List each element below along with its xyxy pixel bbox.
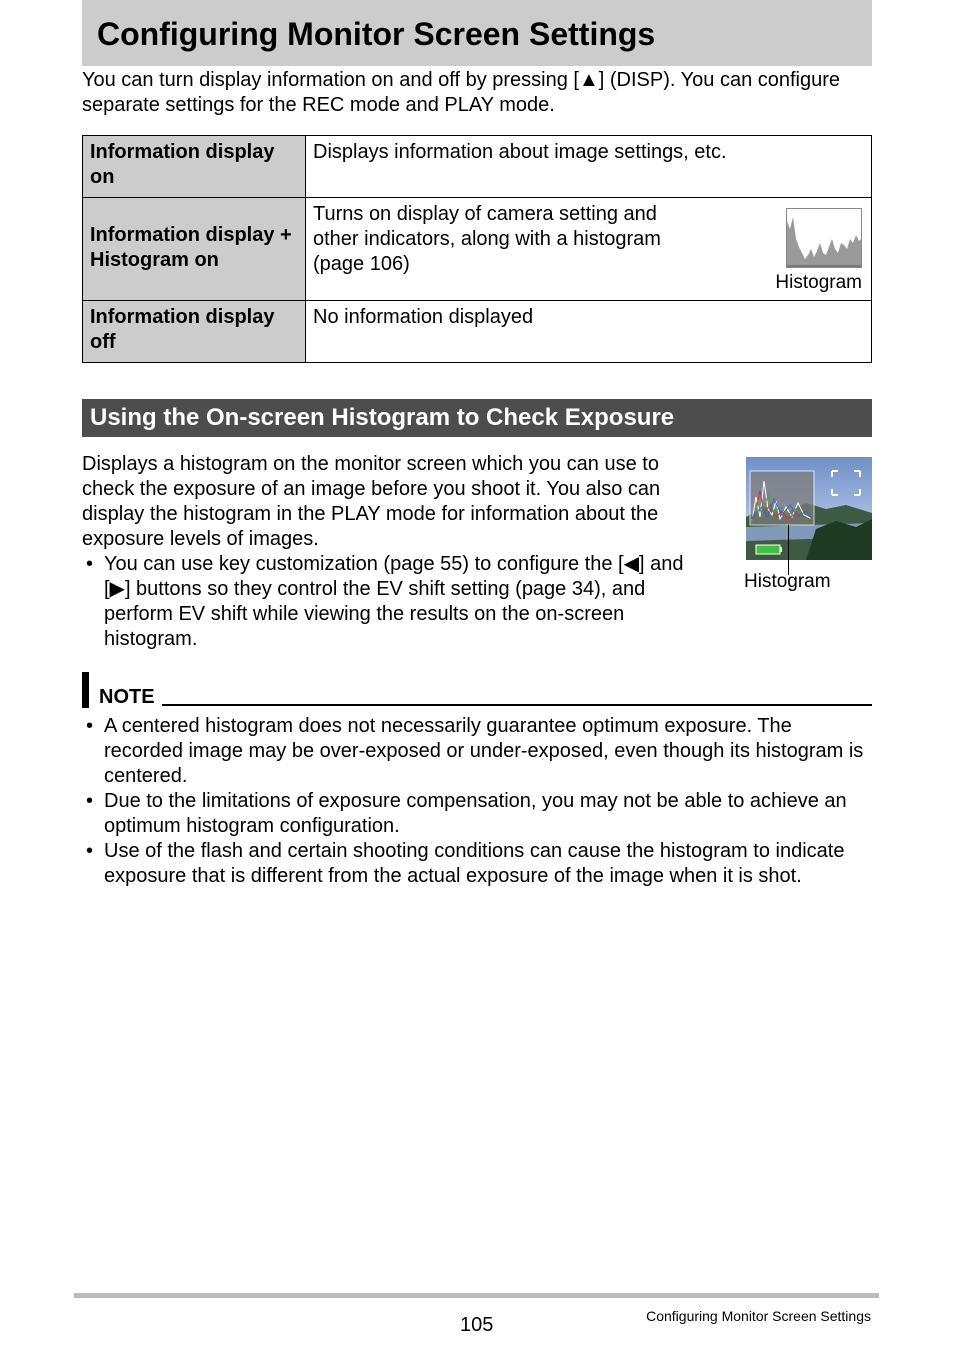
caption-leader-line: [788, 525, 789, 575]
note-label: NOTE: [99, 686, 155, 708]
table-row: [83, 136, 872, 198]
bullet-icon: •: [86, 840, 94, 862]
list-item: [82, 839, 872, 889]
note-list: [82, 714, 872, 889]
section-bullets: [82, 552, 694, 652]
note-text: Due to the limitations of exposure compensation, you may not be able to achieve an optimum histogram configuration.: [104, 790, 847, 837]
title-bar: [82, 0, 872, 66]
section-heading-bar: [82, 399, 872, 437]
page-number: 105: [460, 1314, 494, 1336]
note-text: A centered histogram does not necessarily guarantee optimum exposure. The recorded image may be over-exposed or under-exposed, even though its histogram is centered.: [104, 715, 864, 787]
note-marker: [82, 672, 89, 708]
mode-description: Displays information about image settings, etc.: [306, 136, 872, 198]
list-item: [82, 789, 872, 839]
section-body: [82, 452, 694, 652]
mode-label: Information display + Histogram on: [83, 198, 306, 301]
note-rule: [162, 704, 872, 706]
mode-description-cell: [306, 198, 872, 301]
table-row: [83, 301, 872, 363]
intro-paragraph: You can turn display information on and off by pressing [▲] (DISP). You can configure separate settings for the REC mode and PLAY mode.: [82, 69, 841, 116]
list-item: [82, 552, 694, 652]
camera-screen-image: [746, 457, 872, 560]
mode-description: No information displayed: [306, 301, 872, 363]
running-title: Configuring Monitor Screen Settings: [646, 1308, 871, 1324]
histogram-thumbnail: [786, 208, 862, 268]
note-header: [82, 672, 872, 708]
bullet-icon: •: [86, 715, 94, 737]
section-paragraph: Displays a histogram on the monitor screen which you can use to check the exposure of an image before you shoot it. You also can display the histogram in the PLAY mode for information about the exposure levels of images.: [82, 453, 661, 550]
list-item: [82, 714, 872, 789]
bullet-text: You can use key customization (page 55) to configure the [◀] and [▶] buttons so they control the EV shift setting (page 34), and perform EV shift while viewing the results on the on-screen histogram.: [104, 553, 684, 650]
display-modes-table: [82, 135, 872, 363]
table-row: [83, 198, 872, 301]
bullet-icon: •: [86, 553, 94, 575]
mode-label: Information display on: [83, 136, 306, 198]
bullet-icon: •: [86, 790, 94, 812]
section-heading: Using the On-screen Histogram to Check Exposure: [90, 404, 675, 431]
footer-rule: [74, 1293, 879, 1298]
mode-label: Information display off: [83, 301, 306, 363]
note-text: Use of the flash and certain shooting conditions can cause the histogram to indicate exposure that is different from the actual exposure of the image when it is shot.: [104, 840, 845, 887]
mode-description: Turns on display of camera setting and other indicators, along with a histogram (page 106): [313, 203, 661, 275]
histogram-caption: Histogram: [744, 571, 831, 592]
histogram-caption: Histogram: [775, 272, 862, 293]
page-title: Configuring Monitor Screen Settings: [97, 16, 656, 52]
